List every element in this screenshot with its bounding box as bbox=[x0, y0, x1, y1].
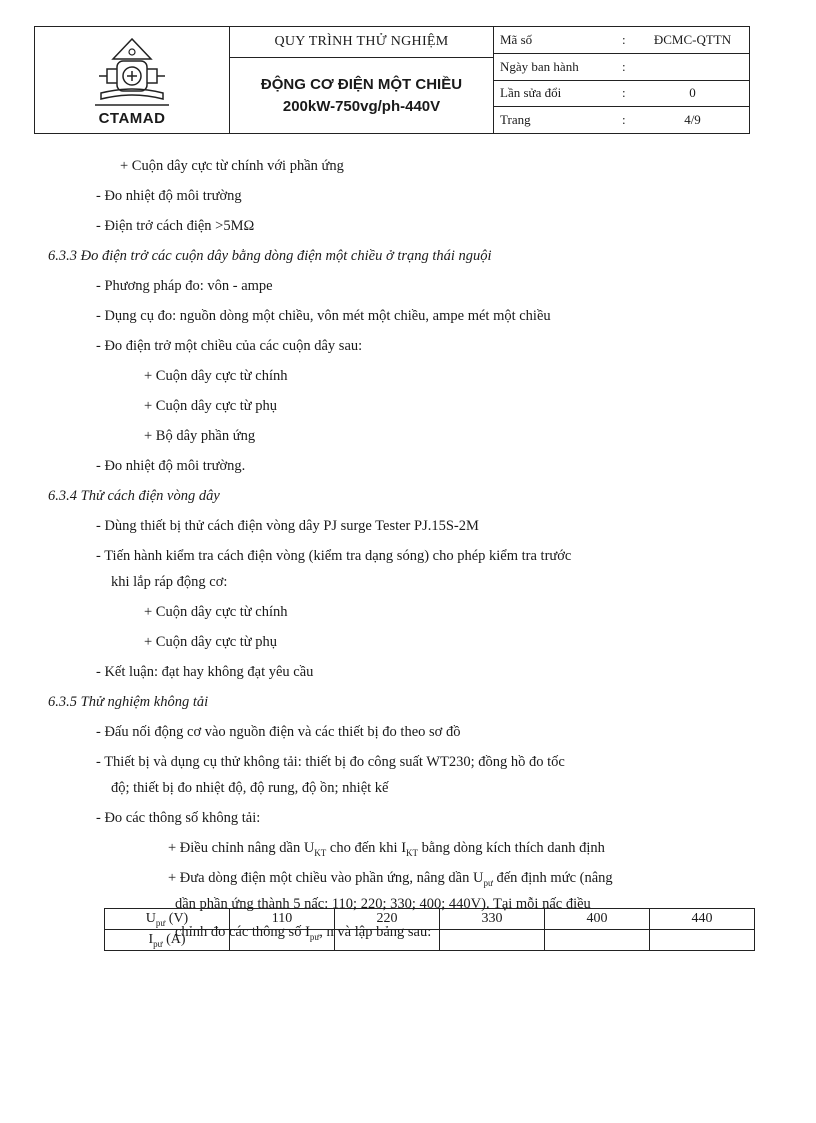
table-cell-empty bbox=[440, 930, 545, 951]
body-line: - Phương pháp đo: vôn - ampe bbox=[96, 278, 273, 294]
text-run: đến định mức (nâng bbox=[492, 870, 613, 886]
meta-label: Trang bbox=[500, 112, 531, 128]
meta-value: 4/9 bbox=[684, 112, 701, 128]
body-line: + Cuộn dây cực từ phụ bbox=[144, 398, 278, 414]
meta-row-issue-date bbox=[494, 54, 749, 81]
doc-title-line1: ĐỘNG CƠ ĐIỆN MỘT CHIỀU bbox=[260, 75, 463, 93]
text-run: cho đến khi I bbox=[326, 840, 407, 856]
doc-type: QUY TRÌNH THỬ NGHIỆM bbox=[230, 27, 493, 58]
meta-value: 0 bbox=[689, 85, 696, 101]
subscript: pư bbox=[155, 917, 166, 928]
table-cell: 400 bbox=[545, 909, 650, 930]
body-line bbox=[168, 870, 613, 888]
meta-sep: : bbox=[622, 31, 626, 47]
logo-cell bbox=[35, 27, 230, 133]
table-cell: 220 bbox=[335, 909, 440, 930]
text-run: + Đưa dòng điện một chiều vào phần ứng, nâng dần U bbox=[168, 870, 484, 886]
table-cell-empty bbox=[335, 930, 440, 951]
table-cell-empty bbox=[650, 930, 755, 951]
body-line: - Tiến hành kiểm tra cách điện vòng (kiểm tra dạng sóng) cho phép kiểm tra trước bbox=[96, 548, 572, 564]
text-run: U bbox=[145, 910, 156, 926]
subscript: KT bbox=[314, 847, 327, 858]
logo-text: CTAMAD bbox=[98, 110, 166, 127]
meta-sep: : bbox=[622, 85, 626, 101]
body-line: + Cuộn dây cực từ phụ bbox=[144, 634, 278, 650]
meta-sep: : bbox=[622, 112, 626, 128]
body-line: - Đo các thông số không tải: bbox=[96, 810, 261, 826]
text-run: + Điều chỉnh nâng dần U bbox=[168, 840, 315, 856]
meta-value: ĐCMC-QTTN bbox=[653, 31, 732, 47]
body-line: + Cuộn dây cực từ chính bbox=[144, 604, 288, 620]
body-line: + Cuộn dây cực từ chính bbox=[144, 368, 288, 384]
text-run: (A) bbox=[162, 931, 186, 947]
text-run: (V) bbox=[165, 910, 189, 926]
ctamad-logo-icon bbox=[87, 35, 177, 113]
document-header bbox=[34, 26, 750, 134]
subscript: pư bbox=[153, 938, 163, 949]
meta-label: Ngày ban hành bbox=[500, 58, 579, 74]
subscript: KT bbox=[406, 847, 419, 858]
body-line: - Điện trở cách điện >5MΩ bbox=[96, 218, 255, 234]
title-cell bbox=[230, 27, 494, 133]
body-line: - Đo nhiệt độ môi trường bbox=[96, 188, 242, 204]
body-line: - Kết luận: đạt hay không đạt yêu cầu bbox=[96, 664, 314, 680]
body-line: - Đo điện trở một chiều của các cuộn dây sau: bbox=[96, 338, 363, 354]
subscript: pư bbox=[483, 877, 493, 888]
doc-title bbox=[230, 58, 493, 133]
text-run: chỉnh đo các thông số I bbox=[175, 924, 310, 940]
body-line: - Thiết bị và dụng cụ thử không tải: thiết bị đo công suất WT230; đồng hồ đo tốc bbox=[96, 754, 565, 770]
body-line: + Bộ dây phần ứng bbox=[144, 428, 256, 444]
body-line: độ; thiết bị đo nhiệt độ, độ rung, độ ồn; nhiệt kế bbox=[111, 780, 389, 796]
table-row bbox=[105, 930, 755, 951]
text-run: bằng dòng kích thích danh định bbox=[418, 840, 605, 856]
section-heading: 6.3.4 Thử cách điện vòng dây bbox=[48, 488, 220, 504]
body-line: khi lắp ráp động cơ: bbox=[111, 574, 228, 590]
table-row-header bbox=[105, 909, 230, 930]
body-line: - Đo nhiệt độ môi trường. bbox=[96, 458, 246, 474]
measurement-table bbox=[104, 908, 755, 951]
table-cell: 110 bbox=[230, 909, 335, 930]
section-heading: 6.3.3 Đo điện trở các cuộn dây bằng dòng điện một chiều ở trạng thái nguội bbox=[48, 248, 492, 264]
text-run: I bbox=[148, 931, 154, 947]
body-line bbox=[168, 840, 605, 858]
body-line: + Cuộn dây cực từ chính với phần ứng bbox=[120, 158, 344, 174]
table-cell-empty bbox=[545, 930, 650, 951]
meta-row-revision bbox=[494, 81, 749, 108]
meta-label: Lần sửa đổi bbox=[500, 85, 562, 101]
meta-cell bbox=[494, 27, 749, 133]
subscript: pư bbox=[309, 931, 320, 942]
table-cell-empty bbox=[230, 930, 335, 951]
table-row-header bbox=[105, 930, 230, 951]
body-line: - Dụng cụ đo: nguồn dòng một chiều, vôn mét một chiều, ampe mét một chiều bbox=[96, 308, 551, 324]
body-line: dần phần ứng thành 5 nấc: 110; 220; 330; 400; 440V). Tại mỗi nấc điều bbox=[175, 896, 591, 912]
meta-row-code bbox=[494, 27, 749, 54]
table-cell: 440 bbox=[650, 909, 755, 930]
body-line: - Đấu nối động cơ vào nguồn điện và các thiết bị đo theo sơ đồ bbox=[96, 724, 461, 740]
section-heading: 6.3.5 Thử nghiệm không tải bbox=[48, 694, 209, 710]
text-run: , n và lập bảng sau: bbox=[319, 924, 432, 940]
meta-row-page bbox=[494, 107, 749, 133]
table-cell: 330 bbox=[440, 909, 545, 930]
body-line: - Dùng thiết bị thử cách điện vòng dây PJ surge Tester PJ.15S-2M bbox=[96, 518, 479, 534]
doc-title-line2: 200kW-750vg/ph-440V bbox=[282, 97, 441, 115]
meta-sep: : bbox=[622, 58, 626, 74]
table-row bbox=[105, 909, 755, 930]
meta-label: Mã số bbox=[500, 31, 533, 47]
